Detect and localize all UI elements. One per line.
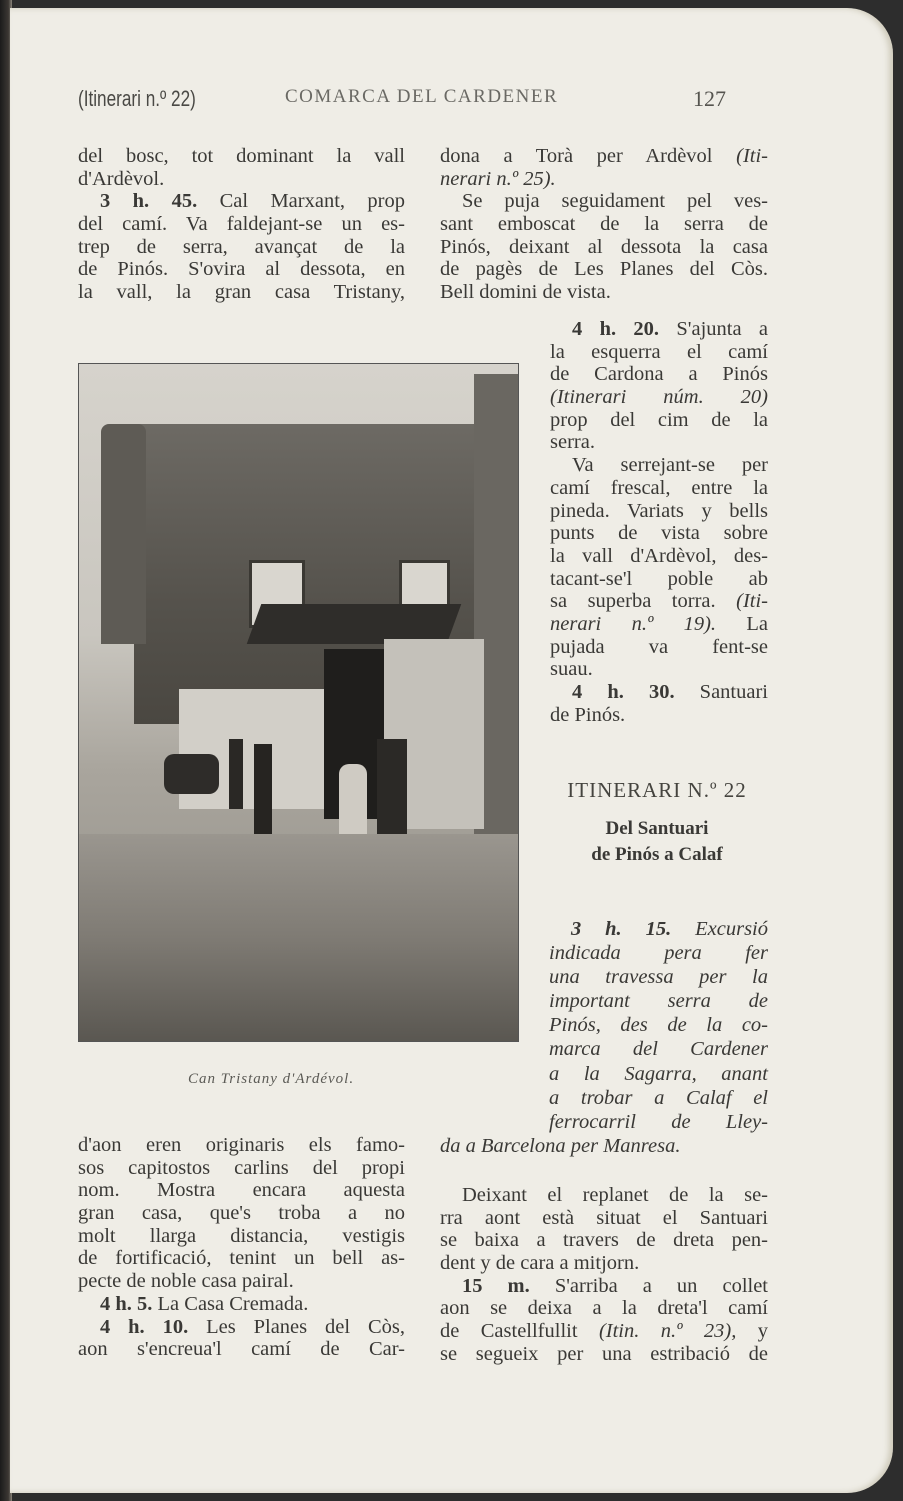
text-line <box>550 454 768 477</box>
text-run: de Pinós. <box>550 703 626 726</box>
text-run: se baixa a travers de dreta pen- <box>440 1229 768 1252</box>
text-line <box>440 1297 768 1320</box>
text-run: sos capitostos carlins del propi <box>78 1156 405 1179</box>
text-run: punts de vista sobre <box>550 522 768 545</box>
text-run: dent y de cara a mitjorn. <box>440 1252 640 1275</box>
text-line <box>440 1134 768 1158</box>
text-line <box>549 917 768 941</box>
text-line <box>549 1037 768 1061</box>
time-marker: 4 h. 5. <box>100 1292 153 1315</box>
text-line <box>549 941 768 965</box>
text-line <box>78 1225 405 1248</box>
text-line <box>550 477 768 500</box>
text-run: a la Sagarra, anant <box>549 1062 768 1085</box>
text-line <box>78 236 405 259</box>
text-run: rra aont està situat el Santuari <box>440 1206 768 1229</box>
left-column-top <box>78 145 405 304</box>
text-run: de fortificació, tenint un bell as- <box>78 1247 405 1270</box>
text-run: aon se deixa a la dreta'l camí <box>440 1297 768 1320</box>
text-line <box>549 1110 768 1134</box>
text-run: de Pinós. S'ovira al dessota, en <box>78 258 405 281</box>
text-run: Excursió <box>671 918 768 940</box>
text-line <box>550 341 768 364</box>
text-run: de pagès de Les Planes del Còs. <box>440 258 768 281</box>
text-line <box>440 168 768 191</box>
italic-text: (Itinerari núm. 20) <box>550 386 768 409</box>
running-header-title: COMARCA DEL CARDENER <box>285 86 559 107</box>
photo-can-tristany <box>78 363 519 1042</box>
text-line <box>78 281 405 304</box>
text-run: Deixant el replanet de la se- <box>462 1184 768 1206</box>
italic-text: (Iti- <box>736 590 768 613</box>
text-run: marca del Cardener <box>549 1038 768 1061</box>
italic-text: nerari n.º 25). <box>440 167 556 190</box>
text-line <box>78 258 405 281</box>
running-header-itinerary: (Itinerari n.º 22) <box>78 86 196 111</box>
text-line <box>550 704 768 727</box>
time-marker: 4 h. 10. <box>100 1315 189 1338</box>
text-line <box>440 281 768 304</box>
itinerary-summary-last-line <box>440 1134 768 1158</box>
text-run: a trobar a Calaf el <box>549 1086 768 1109</box>
text-line <box>440 1252 768 1275</box>
text-line <box>549 989 768 1013</box>
text-run: Se puja seguidament pel ves- <box>462 190 768 213</box>
itinerary-heading: ITINERARI N.º 22 <box>567 778 747 802</box>
text-run: d'Ardèvol. <box>78 167 165 190</box>
text-line <box>549 965 768 989</box>
text-run: la esquerra el camí <box>550 340 768 363</box>
text-line <box>440 1184 768 1207</box>
text-line <box>550 500 768 523</box>
text-run: del camí. Va faldejant-se un es- <box>78 213 405 236</box>
text-line <box>78 1270 405 1293</box>
text-line <box>550 545 768 568</box>
text-line <box>440 145 768 168</box>
text-line <box>550 318 768 341</box>
photo-caption: Can Tristany d'Ardévol. <box>188 1071 355 1087</box>
text-run: trep de serra, avançat de la <box>78 235 405 258</box>
text-line <box>550 522 768 545</box>
italic-text: (Iti- <box>736 145 768 167</box>
text-run: Santuari <box>674 681 768 703</box>
text-line <box>550 590 768 613</box>
text-line <box>550 363 768 386</box>
text-run: de Cardona a Pinós <box>550 363 768 386</box>
text-line <box>78 145 405 168</box>
text-run: indicada pera fer <box>549 942 768 965</box>
text-run: ferrocarril de Lley- <box>549 1110 768 1133</box>
text-line <box>440 1275 768 1298</box>
text-run: pecte de noble casa pairal. <box>78 1270 294 1293</box>
text-line <box>78 1338 405 1361</box>
text-run: Pinós, deixant al dessota la casa <box>440 235 768 258</box>
text-line <box>78 1157 405 1180</box>
italic-text: (Itin. n.º 23), <box>598 1320 737 1343</box>
right-column-top <box>440 145 768 304</box>
text-run: se segueix per una estribació de <box>440 1342 768 1365</box>
itinerary-subtitle-1: Del Santuari <box>605 818 709 839</box>
text-line <box>78 213 405 236</box>
text-line <box>78 1179 405 1202</box>
text-run: una travessa per la <box>549 966 768 989</box>
text-run: gran casa, que's troba a no <box>78 1202 405 1225</box>
text-run: la vall d'Ardèvol, des- <box>550 544 768 567</box>
time-marker: 15 m. <box>462 1274 530 1297</box>
text-run: Cal Marxant, prop <box>197 190 406 213</box>
text-run: Pinós, des de la co- <box>549 1014 768 1037</box>
text-run: La Casa Cremada. <box>152 1292 309 1315</box>
text-line <box>78 168 405 191</box>
text-run: nom. Mostra encara aquesta <box>78 1179 405 1202</box>
time-marker: 3 h. 45. <box>100 190 198 213</box>
text-line <box>440 258 768 281</box>
text-line <box>78 1247 405 1270</box>
italic-text: nerari n.º 19). <box>550 612 717 635</box>
text-run: d'aon eren originaris els famo- <box>78 1134 405 1156</box>
page-number: 127 <box>693 86 726 111</box>
text-run: suau. <box>550 658 593 681</box>
text-line <box>550 658 768 681</box>
text-run: camí frescal, entre la <box>550 476 768 499</box>
text-run: prop del cim de la <box>550 408 768 431</box>
text-run: Bell domini de vista. <box>440 281 611 304</box>
right-column-bottom <box>440 1184 768 1366</box>
text-run: sa superba torra. <box>550 590 737 613</box>
text-line <box>550 613 768 636</box>
text-run: serra. <box>550 431 595 454</box>
text-line <box>78 190 405 213</box>
text-run: S'arriba a un collet <box>529 1274 769 1297</box>
text-line <box>549 1086 768 1110</box>
text-run: aon s'encreua'l camí de Car- <box>78 1338 405 1361</box>
text-run: tacant-se'l poble ab <box>550 567 768 590</box>
text-line <box>549 1013 768 1037</box>
text-line <box>440 1320 768 1343</box>
text-run: del bosc, tot dominant la vall <box>78 145 405 167</box>
text-line <box>440 213 768 236</box>
text-line <box>440 190 768 213</box>
text-run: sant emboscat de la serra de <box>440 213 768 236</box>
text-run: molt llarga distancia, vestigis <box>78 1224 405 1247</box>
text-line <box>78 1316 405 1339</box>
text-line <box>78 1202 405 1225</box>
time-marker: 4 h. 30. <box>572 681 675 703</box>
text-line <box>440 1229 768 1252</box>
text-line <box>440 1343 768 1366</box>
text-line <box>550 568 768 591</box>
left-column-bottom <box>78 1134 405 1361</box>
time-marker: 4 h. 20. <box>572 318 660 340</box>
text-run: Va serrejant-se per <box>572 454 768 477</box>
text-run: de Castellfullit <box>440 1320 599 1343</box>
text-run: la vall, la gran casa Tristany, <box>78 281 405 304</box>
text-line <box>78 1134 405 1157</box>
text-run: pujada va fent-se <box>550 635 768 658</box>
text-line <box>549 1062 768 1086</box>
text-run: La <box>716 612 768 635</box>
text-line <box>550 409 768 432</box>
text-run: da a Barcelona per Manresa. <box>440 1135 681 1157</box>
text-line <box>440 1207 768 1230</box>
text-run: S'ajunta a <box>659 318 768 340</box>
right-narrow-column <box>550 318 768 726</box>
text-line <box>550 386 768 409</box>
text-run: y <box>736 1320 768 1343</box>
text-run: pineda. Variats y bells <box>550 499 768 522</box>
text-line <box>550 636 768 659</box>
text-line <box>550 681 768 704</box>
text-run: important serra de <box>549 990 768 1013</box>
itinerary-subtitle-2: de Pinós a Calaf <box>591 844 723 865</box>
text-run: Les Planes del Còs, <box>188 1315 405 1338</box>
time-marker: 3 h. 15. <box>571 918 672 940</box>
text-run: dona a Torà per Ardèvol <box>440 145 737 167</box>
text-line <box>550 431 768 454</box>
text-line <box>440 236 768 259</box>
text-line <box>78 1293 405 1316</box>
itinerary-summary <box>549 917 768 1134</box>
